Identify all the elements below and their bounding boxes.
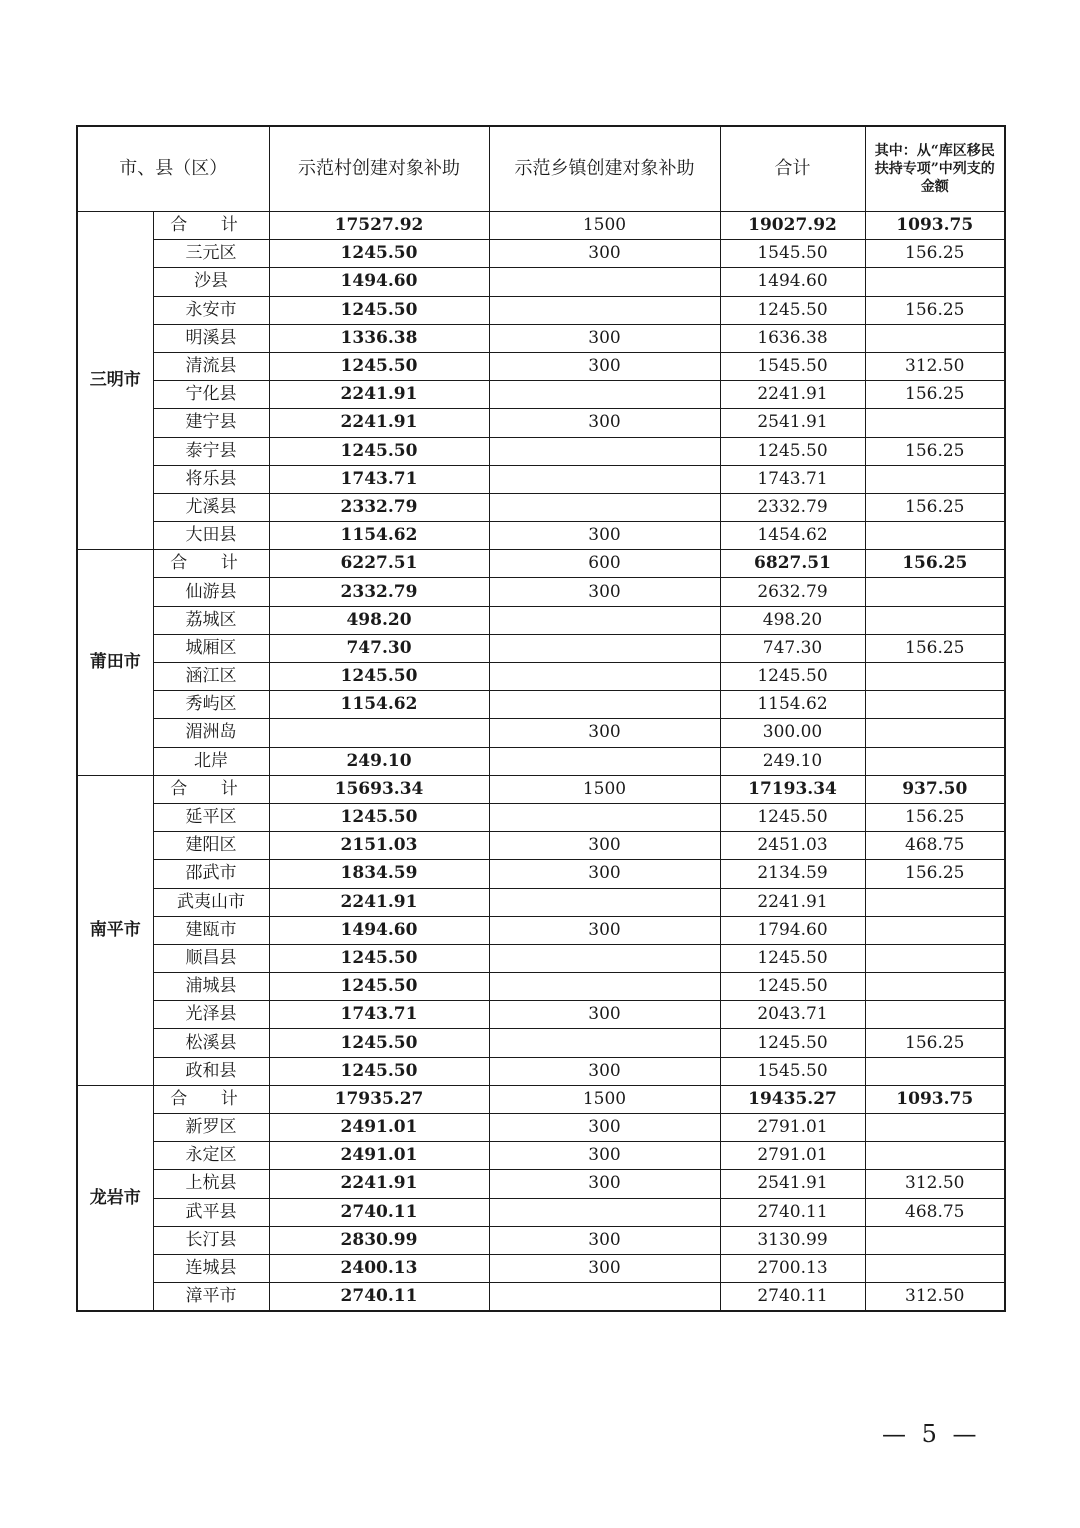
total-cell: 2134.59 xyxy=(720,860,865,888)
town-subsidy-cell: 300 xyxy=(489,1057,720,1085)
county-name: 永定区 xyxy=(153,1142,269,1170)
village-subsidy-cell: 1245.50 xyxy=(269,944,489,972)
table-row xyxy=(77,1057,1005,1085)
town-subsidy-cell xyxy=(489,1029,720,1057)
total-cell: 1545.50 xyxy=(720,240,865,268)
reservoir-fund-cell xyxy=(865,465,1005,493)
table-row xyxy=(77,719,1005,747)
total-cell: 1245.50 xyxy=(720,1029,865,1057)
village-subsidy-cell: 498.20 xyxy=(269,606,489,634)
reservoir-fund-cell xyxy=(865,719,1005,747)
table-row xyxy=(77,1170,1005,1198)
county-name: 仙游县 xyxy=(153,578,269,606)
total-cell: 2541.91 xyxy=(720,409,865,437)
village-subsidy-cell: 747.30 xyxy=(269,634,489,662)
village-subsidy-cell: 1743.71 xyxy=(269,1001,489,1029)
town-subsidy-cell: 300 xyxy=(489,352,720,380)
county-name: 上杭县 xyxy=(153,1170,269,1198)
village-subsidy-cell: 1245.50 xyxy=(269,296,489,324)
town-subsidy-cell xyxy=(489,747,720,775)
county-name: 延平区 xyxy=(153,803,269,831)
town-subsidy-cell: 300 xyxy=(489,578,720,606)
total-cell: 747.30 xyxy=(720,634,865,662)
table-row xyxy=(77,352,1005,380)
village-subsidy-cell: 2332.79 xyxy=(269,578,489,606)
village-subsidy-cell: 2151.03 xyxy=(269,832,489,860)
reservoir-fund-cell: 156.25 xyxy=(865,296,1005,324)
town-subsidy-cell xyxy=(489,691,720,719)
town-subsidy-cell xyxy=(489,465,720,493)
village-subsidy-cell: 1245.50 xyxy=(269,803,489,831)
village-subsidy-cell: 2491.01 xyxy=(269,1114,489,1142)
total-cell: 1636.38 xyxy=(720,324,865,352)
table-row-subtotal xyxy=(77,1085,1005,1113)
total-cell: 17193.34 xyxy=(720,775,865,803)
table-row xyxy=(77,409,1005,437)
county-name: 秀屿区 xyxy=(153,691,269,719)
table-row xyxy=(77,1029,1005,1057)
village-subsidy-cell: 1245.50 xyxy=(269,352,489,380)
table-row-subtotal xyxy=(77,775,1005,803)
village-subsidy-cell: 1154.62 xyxy=(269,522,489,550)
town-subsidy-cell xyxy=(489,663,720,691)
total-cell: 1245.50 xyxy=(720,803,865,831)
village-subsidy-cell: 1336.38 xyxy=(269,324,489,352)
village-subsidy-cell: 17935.27 xyxy=(269,1085,489,1113)
county-name: 光泽县 xyxy=(153,1001,269,1029)
total-cell: 2241.91 xyxy=(720,888,865,916)
table-row xyxy=(77,944,1005,972)
county-name: 顺昌县 xyxy=(153,944,269,972)
total-cell: 1245.50 xyxy=(720,973,865,1001)
reservoir-fund-cell: 156.25 xyxy=(865,550,1005,578)
town-subsidy-cell: 300 xyxy=(489,409,720,437)
county-name: 将乐县 xyxy=(153,465,269,493)
county-name: 连城县 xyxy=(153,1254,269,1282)
county-name: 明溪县 xyxy=(153,324,269,352)
reservoir-fund-cell: 468.75 xyxy=(865,832,1005,860)
table-row xyxy=(77,860,1005,888)
village-subsidy-cell: 2332.79 xyxy=(269,493,489,521)
total-cell: 2700.13 xyxy=(720,1254,865,1282)
reservoir-fund-cell: 156.25 xyxy=(865,803,1005,831)
table-row xyxy=(77,832,1005,860)
village-subsidy-cell: 2491.01 xyxy=(269,1142,489,1170)
reservoir-fund-cell: 156.25 xyxy=(865,493,1005,521)
town-subsidy-cell: 300 xyxy=(489,916,720,944)
county-name: 新罗区 xyxy=(153,1114,269,1142)
town-subsidy-cell: 300 xyxy=(489,240,720,268)
village-subsidy-cell: 1154.62 xyxy=(269,691,489,719)
table-row-subtotal xyxy=(77,550,1005,578)
reservoir-fund-cell xyxy=(865,944,1005,972)
county-name: 武平县 xyxy=(153,1198,269,1226)
total-cell: 1545.50 xyxy=(720,352,865,380)
reservoir-fund-cell: 468.75 xyxy=(865,1198,1005,1226)
reservoir-fund-cell xyxy=(865,888,1005,916)
reservoir-fund-cell xyxy=(865,409,1005,437)
county-name: 城厢区 xyxy=(153,634,269,662)
town-subsidy-cell: 300 xyxy=(489,1142,720,1170)
town-subsidy-cell: 300 xyxy=(489,719,720,747)
table-row xyxy=(77,465,1005,493)
total-cell: 2043.71 xyxy=(720,1001,865,1029)
town-subsidy-cell xyxy=(489,1198,720,1226)
total-cell: 2740.11 xyxy=(720,1283,865,1312)
reservoir-fund-cell xyxy=(865,747,1005,775)
total-cell: 2632.79 xyxy=(720,578,865,606)
total-cell: 2451.03 xyxy=(720,832,865,860)
table-row xyxy=(77,606,1005,634)
town-subsidy-cell xyxy=(489,888,720,916)
county-name: 邵武市 xyxy=(153,860,269,888)
village-subsidy-cell: 2400.13 xyxy=(269,1254,489,1282)
county-name: 荔城区 xyxy=(153,606,269,634)
table-row xyxy=(77,747,1005,775)
total-cell: 1245.50 xyxy=(720,437,865,465)
county-name: 宁化县 xyxy=(153,381,269,409)
reservoir-fund-cell: 937.50 xyxy=(865,775,1005,803)
reservoir-fund-cell xyxy=(865,916,1005,944)
table-row xyxy=(77,324,1005,352)
county-name: 涵江区 xyxy=(153,663,269,691)
total-cell: 2791.01 xyxy=(720,1114,865,1142)
total-cell: 19435.27 xyxy=(720,1085,865,1113)
village-subsidy-cell: 1245.50 xyxy=(269,663,489,691)
table-row xyxy=(77,1198,1005,1226)
city-name: 南平市 xyxy=(77,775,153,1085)
total-cell: 1154.62 xyxy=(720,691,865,719)
county-name: 建瓯市 xyxy=(153,916,269,944)
village-subsidy-cell: 1743.71 xyxy=(269,465,489,493)
town-subsidy-cell: 300 xyxy=(489,1001,720,1029)
county-name: 漳平市 xyxy=(153,1283,269,1312)
total-cell: 300.00 xyxy=(720,719,865,747)
town-subsidy-cell: 300 xyxy=(489,1254,720,1282)
town-subsidy-cell: 300 xyxy=(489,1170,720,1198)
county-name: 建宁县 xyxy=(153,409,269,437)
city-name: 龙岩市 xyxy=(77,1085,153,1311)
village-subsidy-cell: 1494.60 xyxy=(269,916,489,944)
reservoir-fund-cell: 156.25 xyxy=(865,437,1005,465)
village-subsidy-cell: 1245.50 xyxy=(269,973,489,1001)
county-name: 清流县 xyxy=(153,352,269,380)
reservoir-fund-cell xyxy=(865,1057,1005,1085)
reservoir-fund-cell xyxy=(865,578,1005,606)
header-village-subsidy: 示范村创建对象补助 xyxy=(269,126,489,212)
table-header-row xyxy=(77,126,1005,212)
county-name: 长汀县 xyxy=(153,1226,269,1254)
table-row xyxy=(77,916,1005,944)
town-subsidy-cell xyxy=(489,973,720,1001)
town-subsidy-cell: 300 xyxy=(489,1114,720,1142)
reservoir-fund-cell: 1093.75 xyxy=(865,1085,1005,1113)
town-subsidy-cell: 600 xyxy=(489,550,720,578)
county-name: 永安市 xyxy=(153,296,269,324)
page-number: — 5 — xyxy=(882,1420,981,1448)
county-name: 松溪县 xyxy=(153,1029,269,1057)
village-subsidy-cell: 6227.51 xyxy=(269,550,489,578)
town-subsidy-cell xyxy=(489,634,720,662)
county-name: 合 计 xyxy=(153,212,269,240)
town-subsidy-cell: 300 xyxy=(489,1226,720,1254)
table-row xyxy=(77,1226,1005,1254)
reservoir-fund-cell xyxy=(865,691,1005,719)
town-subsidy-cell: 300 xyxy=(489,832,720,860)
village-subsidy-cell: 249.10 xyxy=(269,747,489,775)
table-row xyxy=(77,1142,1005,1170)
table-row xyxy=(77,691,1005,719)
village-subsidy-cell: 2241.91 xyxy=(269,381,489,409)
reservoir-fund-cell: 156.25 xyxy=(865,1029,1005,1057)
town-subsidy-cell xyxy=(489,381,720,409)
total-cell: 1494.60 xyxy=(720,268,865,296)
town-subsidy-cell xyxy=(489,606,720,634)
town-subsidy-cell: 300 xyxy=(489,860,720,888)
table-row xyxy=(77,578,1005,606)
header-total: 合计 xyxy=(720,126,865,212)
table-row xyxy=(77,296,1005,324)
county-name: 沙县 xyxy=(153,268,269,296)
total-cell: 19027.92 xyxy=(720,212,865,240)
total-cell: 2241.91 xyxy=(720,381,865,409)
town-subsidy-cell: 1500 xyxy=(489,775,720,803)
subsidy-table xyxy=(76,125,1006,1312)
total-cell: 3130.99 xyxy=(720,1226,865,1254)
village-subsidy-cell: 1494.60 xyxy=(269,268,489,296)
total-cell: 1794.60 xyxy=(720,916,865,944)
table-row xyxy=(77,634,1005,662)
reservoir-fund-cell: 312.50 xyxy=(865,1283,1005,1312)
table-row xyxy=(77,888,1005,916)
table-row xyxy=(77,268,1005,296)
total-cell: 2791.01 xyxy=(720,1142,865,1170)
village-subsidy-cell: 1834.59 xyxy=(269,860,489,888)
table-row xyxy=(77,973,1005,1001)
total-cell: 1245.50 xyxy=(720,663,865,691)
table-row xyxy=(77,1114,1005,1142)
county-name: 泰宁县 xyxy=(153,437,269,465)
village-subsidy-cell: 15693.34 xyxy=(269,775,489,803)
county-name: 湄洲岛 xyxy=(153,719,269,747)
table-row xyxy=(77,803,1005,831)
total-cell: 249.10 xyxy=(720,747,865,775)
table-row xyxy=(77,1254,1005,1282)
reservoir-fund-cell xyxy=(865,324,1005,352)
county-name: 武夷山市 xyxy=(153,888,269,916)
village-subsidy-cell: 2241.91 xyxy=(269,409,489,437)
village-subsidy-cell: 1245.50 xyxy=(269,437,489,465)
county-name: 合 计 xyxy=(153,775,269,803)
reservoir-fund-cell xyxy=(865,973,1005,1001)
village-subsidy-cell: 17527.92 xyxy=(269,212,489,240)
village-subsidy-cell xyxy=(269,719,489,747)
total-cell: 2541.91 xyxy=(720,1170,865,1198)
town-subsidy-cell xyxy=(489,944,720,972)
town-subsidy-cell xyxy=(489,437,720,465)
table-row xyxy=(77,493,1005,521)
reservoir-fund-cell xyxy=(865,1001,1005,1029)
reservoir-fund-cell: 1093.75 xyxy=(865,212,1005,240)
reservoir-fund-cell: 312.50 xyxy=(865,1170,1005,1198)
reservoir-fund-cell xyxy=(865,268,1005,296)
table-row xyxy=(77,522,1005,550)
reservoir-fund-cell: 156.25 xyxy=(865,240,1005,268)
header-reservoir-fund: 其中：从“库区移民扶持专项”中列支的金额 xyxy=(865,126,1005,212)
header-region: 市、县（区） xyxy=(77,126,269,212)
reservoir-fund-cell xyxy=(865,1114,1005,1142)
total-cell: 1545.50 xyxy=(720,1057,865,1085)
county-name: 建阳区 xyxy=(153,832,269,860)
table-row xyxy=(77,381,1005,409)
town-subsidy-cell xyxy=(489,1283,720,1312)
county-name: 浦城县 xyxy=(153,973,269,1001)
county-name: 合 计 xyxy=(153,550,269,578)
village-subsidy-cell: 1245.50 xyxy=(269,1057,489,1085)
total-cell: 6827.51 xyxy=(720,550,865,578)
county-name: 尤溪县 xyxy=(153,493,269,521)
table-row xyxy=(77,1001,1005,1029)
county-name: 三元区 xyxy=(153,240,269,268)
town-subsidy-cell xyxy=(489,268,720,296)
village-subsidy-cell: 2830.99 xyxy=(269,1226,489,1254)
village-subsidy-cell: 2241.91 xyxy=(269,888,489,916)
reservoir-fund-cell xyxy=(865,522,1005,550)
reservoir-fund-cell xyxy=(865,1226,1005,1254)
county-name: 大田县 xyxy=(153,522,269,550)
village-subsidy-cell: 2241.91 xyxy=(269,1170,489,1198)
table-body xyxy=(77,212,1005,1312)
town-subsidy-cell xyxy=(489,803,720,831)
city-name: 三明市 xyxy=(77,212,153,550)
table-row xyxy=(77,663,1005,691)
county-name: 北岸 xyxy=(153,747,269,775)
reservoir-fund-cell xyxy=(865,1142,1005,1170)
total-cell: 1245.50 xyxy=(720,296,865,324)
total-cell: 1454.62 xyxy=(720,522,865,550)
total-cell: 498.20 xyxy=(720,606,865,634)
county-name: 政和县 xyxy=(153,1057,269,1085)
reservoir-fund-cell: 156.25 xyxy=(865,381,1005,409)
table-row xyxy=(77,1283,1005,1312)
reservoir-fund-cell: 156.25 xyxy=(865,860,1005,888)
town-subsidy-cell: 1500 xyxy=(489,212,720,240)
village-subsidy-cell: 1245.50 xyxy=(269,240,489,268)
reservoir-fund-cell xyxy=(865,663,1005,691)
city-name: 莆田市 xyxy=(77,550,153,776)
village-subsidy-cell: 2740.11 xyxy=(269,1283,489,1312)
table-row-subtotal xyxy=(77,212,1005,240)
total-cell: 2332.79 xyxy=(720,493,865,521)
town-subsidy-cell xyxy=(489,493,720,521)
reservoir-fund-cell xyxy=(865,1254,1005,1282)
village-subsidy-cell: 2740.11 xyxy=(269,1198,489,1226)
table-row xyxy=(77,240,1005,268)
total-cell: 2740.11 xyxy=(720,1198,865,1226)
reservoir-fund-cell: 312.50 xyxy=(865,352,1005,380)
town-subsidy-cell: 300 xyxy=(489,522,720,550)
village-subsidy-cell: 1245.50 xyxy=(269,1029,489,1057)
town-subsidy-cell xyxy=(489,296,720,324)
reservoir-fund-cell xyxy=(865,606,1005,634)
reservoir-fund-cell: 156.25 xyxy=(865,634,1005,662)
header-town-subsidy: 示范乡镇创建对象补助 xyxy=(489,126,720,212)
county-name: 合 计 xyxy=(153,1085,269,1113)
table-row xyxy=(77,437,1005,465)
town-subsidy-cell: 1500 xyxy=(489,1085,720,1113)
town-subsidy-cell: 300 xyxy=(489,324,720,352)
total-cell: 1245.50 xyxy=(720,944,865,972)
total-cell: 1743.71 xyxy=(720,465,865,493)
